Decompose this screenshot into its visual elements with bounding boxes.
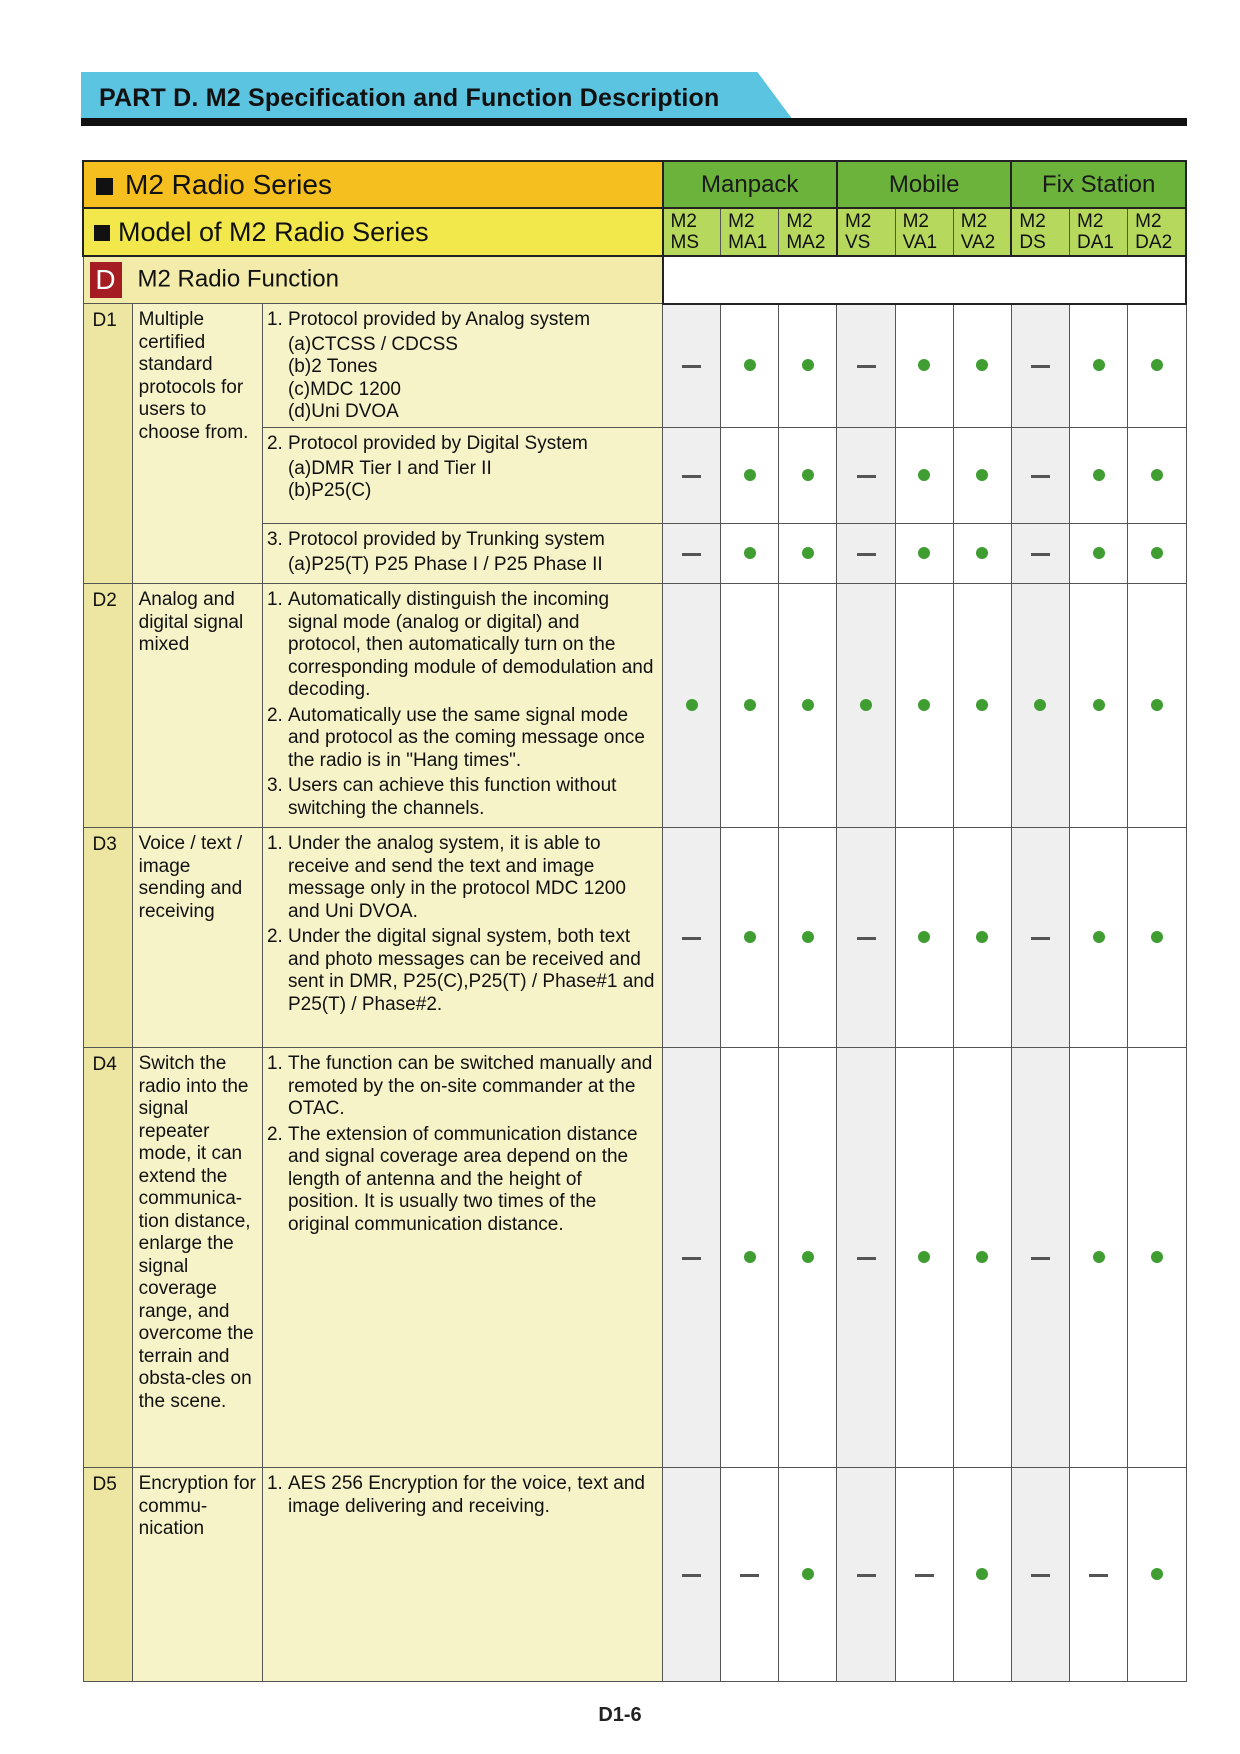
mark-cell — [895, 828, 953, 1048]
supported-dot-icon — [976, 1568, 988, 1580]
model-va1: M2 VA1 — [895, 208, 953, 256]
supported-dot-icon — [976, 469, 988, 481]
mark-cell — [1011, 828, 1069, 1048]
supported-dot-icon — [1151, 699, 1163, 711]
mark-cell — [1011, 1048, 1069, 1468]
mark-cell — [1128, 828, 1186, 1048]
mark-cell — [779, 584, 837, 828]
mark-cell — [895, 304, 953, 428]
mark-cell — [779, 304, 837, 428]
page-number: D1-6 — [598, 1704, 642, 1726]
spec-table — [82, 160, 1187, 1682]
row-name: Voice / text / image sending and receiving — [132, 828, 262, 1048]
mark-cell — [1011, 524, 1069, 584]
not-supported-dash-icon — [682, 937, 701, 940]
not-supported-dash-icon — [1089, 1574, 1108, 1577]
supported-dot-icon — [686, 699, 698, 711]
mark-cell — [721, 1048, 779, 1468]
not-supported-dash-icon — [1031, 553, 1050, 556]
mark-cell — [1011, 304, 1069, 428]
not-supported-dash-icon — [682, 1257, 701, 1260]
not-supported-dash-icon — [1031, 1257, 1050, 1260]
series-header — [83, 161, 663, 208]
supported-dot-icon — [918, 469, 930, 481]
not-supported-dash-icon — [1031, 1574, 1050, 1577]
model-vs: M2 VS — [837, 208, 895, 256]
supported-dot-icon — [918, 699, 930, 711]
row-name: Analog and digital signal mixed — [132, 584, 262, 828]
mark-cell — [1011, 1468, 1069, 1682]
mark-cell — [663, 428, 721, 524]
mark-cell — [837, 584, 895, 828]
supported-dot-icon — [744, 931, 756, 943]
model-da1: M2 DA1 — [1070, 208, 1128, 256]
supported-dot-icon — [802, 931, 814, 943]
supported-dot-icon — [976, 547, 988, 559]
supported-dot-icon — [802, 699, 814, 711]
supported-dot-icon — [918, 931, 930, 943]
mark-cell — [779, 828, 837, 1048]
header-rule — [81, 118, 1187, 126]
group-mobile: Mobile — [837, 161, 1011, 208]
supported-dot-icon — [976, 931, 988, 943]
square-bullet-icon — [94, 225, 110, 241]
supported-dot-icon — [802, 547, 814, 559]
mark-cell — [837, 828, 895, 1048]
row-desc: 3. Protocol provided by Trunking system (a)P25(T) P25 Phase I / P25 Phase II — [262, 524, 662, 584]
supported-dot-icon — [1093, 1251, 1105, 1263]
mark-cell — [1128, 1468, 1186, 1682]
not-supported-dash-icon — [857, 475, 876, 478]
supported-dot-icon — [744, 359, 756, 371]
supported-dot-icon — [1093, 359, 1105, 371]
supported-dot-icon — [918, 359, 930, 371]
model-header — [83, 208, 663, 256]
mark-cell — [1128, 1048, 1186, 1468]
mark-cell — [837, 524, 895, 584]
row-id: D4 — [83, 1048, 132, 1468]
mark-cell — [779, 524, 837, 584]
row-desc: 1. Under the analog system, it is able to receive and send the text and image message only in the protocol MDC 1200 and Uni DVOA. 2. Under the digital signal system, both text and photo messages can be received and sent in DMR, P25(C),P25(T) / Phase#1 and P25(T) / Phase#2. — [262, 828, 662, 1048]
supported-dot-icon — [1151, 931, 1163, 943]
supported-dot-icon — [802, 359, 814, 371]
mark-cell — [895, 428, 953, 524]
model-ds: M2 DS — [1011, 208, 1069, 256]
mark-cell — [953, 1048, 1011, 1468]
not-supported-dash-icon — [915, 1574, 934, 1577]
supported-dot-icon — [976, 1251, 988, 1263]
mark-cell — [1070, 304, 1128, 428]
mark-cell — [1070, 1048, 1128, 1468]
supported-dot-icon — [918, 1251, 930, 1263]
supported-dot-icon — [1093, 699, 1105, 711]
mark-cell — [721, 828, 779, 1048]
supported-dot-icon — [744, 469, 756, 481]
mark-cell — [837, 1048, 895, 1468]
model-ms: M2 MS — [663, 208, 721, 256]
not-supported-dash-icon — [1031, 365, 1050, 368]
supported-dot-icon — [744, 699, 756, 711]
d-badge: D — [90, 262, 122, 298]
row-desc: 1. AES 256 Encryption for the voice, text and image delivering and receiving. — [262, 1468, 662, 1682]
mark-cell — [953, 1468, 1011, 1682]
not-supported-dash-icon — [857, 937, 876, 940]
mark-cell — [1070, 584, 1128, 828]
supported-dot-icon — [802, 1568, 814, 1580]
row-desc: 1. The function can be switched manually and remoted by the on-site commander at the OTAC. 2. The extension of communication distance and signal coverage area depend on the length of antenna and the height of position. It is usually two times of the original communication distance. — [262, 1048, 662, 1468]
row-id: D5 — [83, 1468, 132, 1682]
mark-cell — [779, 1048, 837, 1468]
supported-dot-icon — [1151, 1251, 1163, 1263]
supported-dot-icon — [1151, 359, 1163, 371]
mark-cell — [721, 428, 779, 524]
not-supported-dash-icon — [857, 1574, 876, 1577]
not-supported-dash-icon — [857, 365, 876, 368]
not-supported-dash-icon — [682, 475, 701, 478]
row-name: Switch the radio into the signal repeater mode, it can extend the communica-tion distance, enlarge the signal coverage range, and overcome the terrain and obsta-cles on the scene. — [132, 1048, 262, 1468]
row-desc: 2. Protocol provided by Digital System (a)DMR Tier I and Tier II (b)P25(C) — [262, 428, 662, 524]
mark-cell — [1128, 304, 1186, 428]
square-bullet-icon — [96, 178, 113, 195]
mark-cell — [1070, 1468, 1128, 1682]
mark-cell — [953, 304, 1011, 428]
series-label: M2 Radio Series — [125, 168, 332, 200]
mark-cell — [663, 1048, 721, 1468]
supported-dot-icon — [1093, 931, 1105, 943]
mark-cell — [837, 428, 895, 524]
supported-dot-icon — [1151, 547, 1163, 559]
not-supported-dash-icon — [682, 553, 701, 556]
supported-dot-icon — [1034, 699, 1046, 711]
model-da2: M2 DA2 — [1128, 208, 1186, 256]
not-supported-dash-icon — [857, 1257, 876, 1260]
supported-dot-icon — [1093, 469, 1105, 481]
mark-cell — [1128, 584, 1186, 828]
supported-dot-icon — [860, 699, 872, 711]
function-header — [83, 256, 663, 304]
mark-cell — [721, 584, 779, 828]
not-supported-dash-icon — [857, 553, 876, 556]
mark-cell — [1070, 524, 1128, 584]
mark-cell — [779, 1468, 837, 1682]
model-ma1: M2 MA1 — [721, 208, 779, 256]
row-id: D2 — [83, 584, 132, 828]
function-header-blank — [663, 256, 1186, 304]
mark-cell — [663, 584, 721, 828]
supported-dot-icon — [976, 359, 988, 371]
mark-cell — [895, 584, 953, 828]
mark-cell — [1128, 524, 1186, 584]
mark-cell — [779, 428, 837, 524]
row-desc: 1. Automatically distinguish the incoming signal mode (analog or digital) and protocol, then automatically turn on the corresponding module of demodulation and decoding. 2. Automatically use the same signal mode and protocol as the coming message once the radio is in "Hang times". 3. Users can achieve this function without switching the channels. — [262, 584, 662, 828]
mark-cell — [721, 304, 779, 428]
supported-dot-icon — [744, 547, 756, 559]
mark-cell — [663, 524, 721, 584]
mark-cell — [953, 828, 1011, 1048]
supported-dot-icon — [744, 1251, 756, 1263]
mark-cell — [895, 524, 953, 584]
row-id: D3 — [83, 828, 132, 1048]
mark-cell — [1070, 428, 1128, 524]
mark-cell — [837, 1468, 895, 1682]
row-id: D1 — [83, 304, 132, 584]
mark-cell — [1128, 428, 1186, 524]
mark-cell — [895, 1468, 953, 1682]
not-supported-dash-icon — [1031, 475, 1050, 478]
mark-cell — [953, 428, 1011, 524]
supported-dot-icon — [1151, 469, 1163, 481]
mark-cell — [895, 1048, 953, 1468]
function-label: M2 Radio Function — [137, 265, 339, 293]
mark-cell — [1070, 828, 1128, 1048]
supported-dot-icon — [1093, 547, 1105, 559]
not-supported-dash-icon — [682, 365, 701, 368]
model-va2: M2 VA2 — [953, 208, 1011, 256]
mark-cell — [1011, 428, 1069, 524]
not-supported-dash-icon — [1031, 937, 1050, 940]
mark-cell — [721, 1468, 779, 1682]
group-manpack: Manpack — [663, 161, 837, 208]
row-desc: 1. Protocol provided by Analog system (a)CTCSS / CDCSS (b)2 Tones (c)MDC 1200 (d)Uni DVOA — [262, 304, 662, 428]
supported-dot-icon — [976, 699, 988, 711]
group-fix-station: Fix Station — [1011, 161, 1186, 208]
supported-dot-icon — [918, 547, 930, 559]
not-supported-dash-icon — [740, 1574, 759, 1577]
mark-cell — [663, 1468, 721, 1682]
mark-cell — [663, 828, 721, 1048]
supported-dot-icon — [802, 1251, 814, 1263]
supported-dot-icon — [1151, 1568, 1163, 1580]
mark-cell — [953, 584, 1011, 828]
row-name: Multiple certified standard protocols for users to choose from. — [132, 304, 262, 584]
mark-cell — [663, 304, 721, 428]
mark-cell — [837, 304, 895, 428]
not-supported-dash-icon — [682, 1574, 701, 1577]
mark-cell — [721, 524, 779, 584]
mark-cell — [953, 524, 1011, 584]
page-title: PART D. M2 Specification and Function Description — [99, 84, 720, 112]
model-ma2: M2 MA2 — [779, 208, 837, 256]
supported-dot-icon — [802, 469, 814, 481]
mark-cell — [1011, 584, 1069, 828]
model-label: Model of M2 Radio Series — [118, 216, 429, 247]
row-name: Encryption for commu-nication — [132, 1468, 262, 1682]
